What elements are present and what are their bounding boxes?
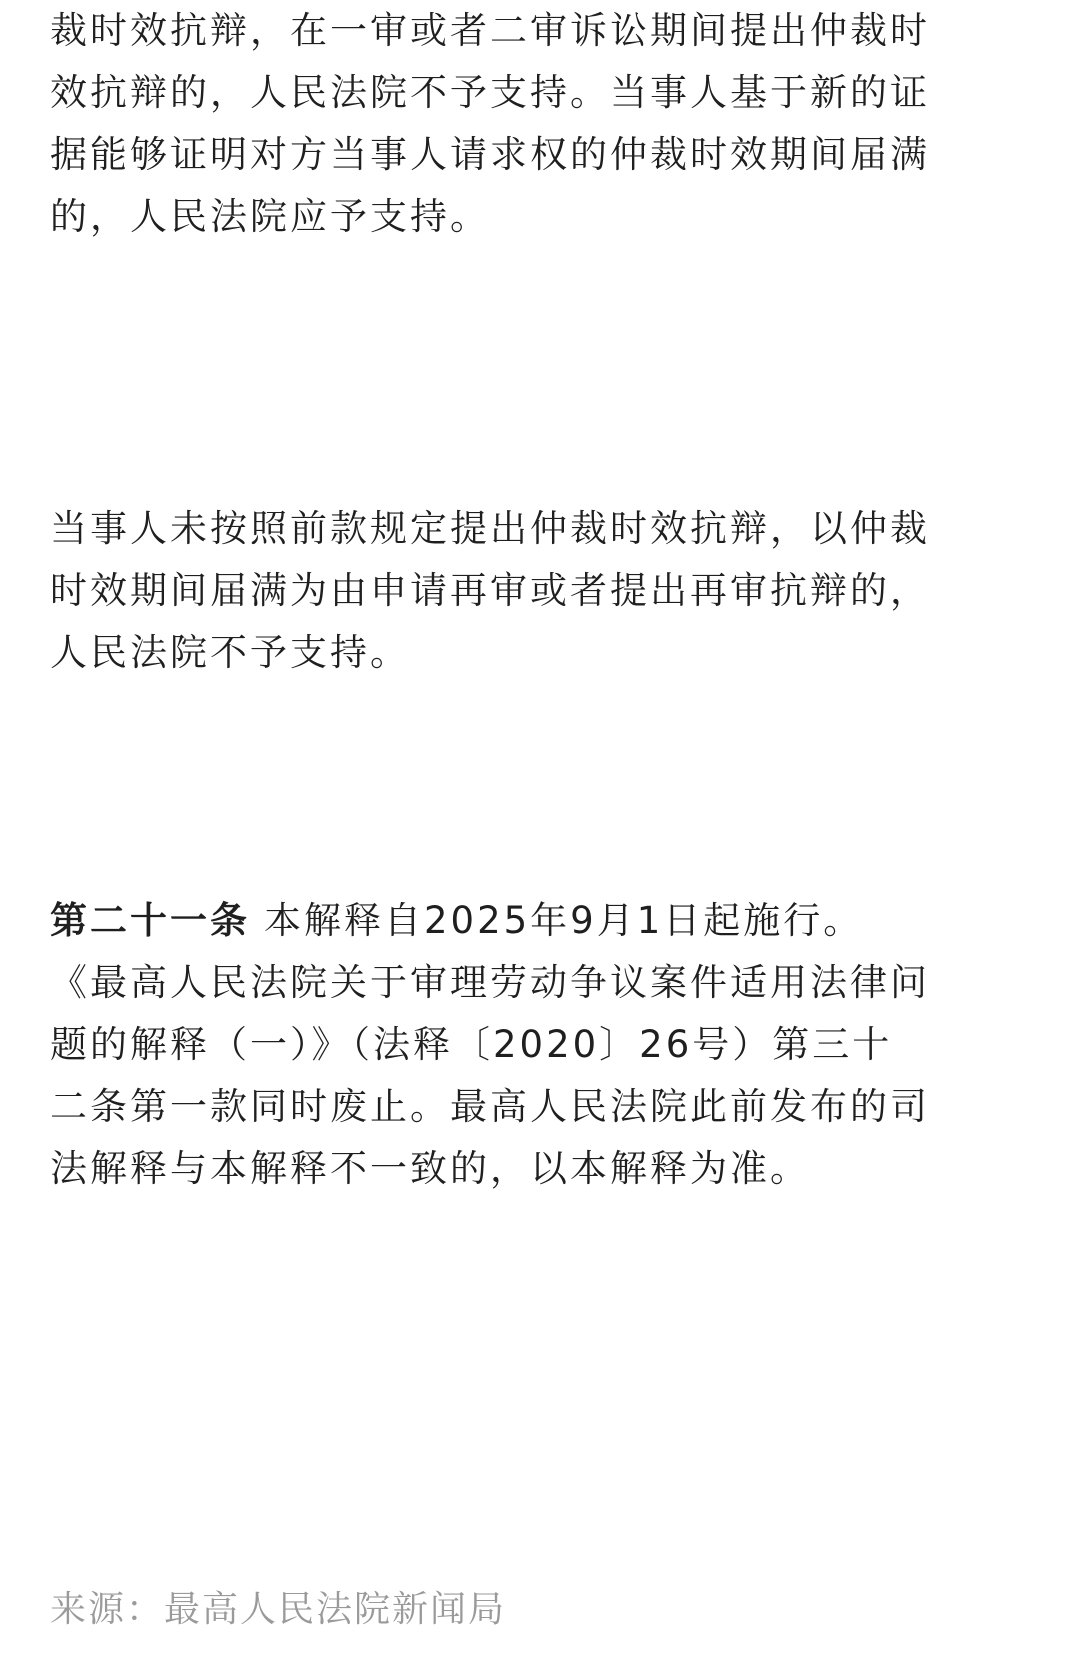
paragraph-article-21 — [50, 890, 930, 1200]
text-line: 时效期间届满为由申请再审或者提出再审抗辩的， — [50, 569, 930, 612]
text-line: 裁时效抗辩，在一审或者二审诉讼期间提出仲裁时 — [50, 9, 930, 52]
paragraph-retrial-defense — [50, 498, 930, 684]
text-line: 题的解释（一）》（法释〔2020〕26号）第三十 — [50, 1023, 893, 1066]
text-line: 的，人民法院应予支持。 — [50, 195, 490, 238]
text-line: 法解释与本解释不一致的，以本解释为准。 — [50, 1147, 810, 1190]
source-attribution: 来源：最高人民法院新闻局 — [50, 1589, 507, 1630]
text-line: 当事人未按照前款规定提出仲裁时效抗辩，以仲裁 — [50, 507, 930, 550]
effective-date-text: 本解释自2025年9月1日起施行。 — [264, 899, 864, 942]
text-line — [50, 890, 930, 952]
text-line: 人民法院不予支持。 — [50, 631, 410, 674]
text-line: 二条第一款同时废止。最高人民法院此前发布的司 — [50, 1085, 930, 1128]
paragraph-time-limit-defense — [50, 0, 930, 248]
text-line: 《最高人民法院关于审理劳动争议案件适用法律问 — [50, 961, 930, 1004]
article-number-label: 第二十一条 — [50, 899, 250, 942]
text-line: 效抗辩的，人民法院不予支持。当事人基于新的证 — [50, 71, 930, 114]
text-line: 据能够证明对方当事人请求权的仲裁时效期间届满 — [50, 133, 930, 176]
